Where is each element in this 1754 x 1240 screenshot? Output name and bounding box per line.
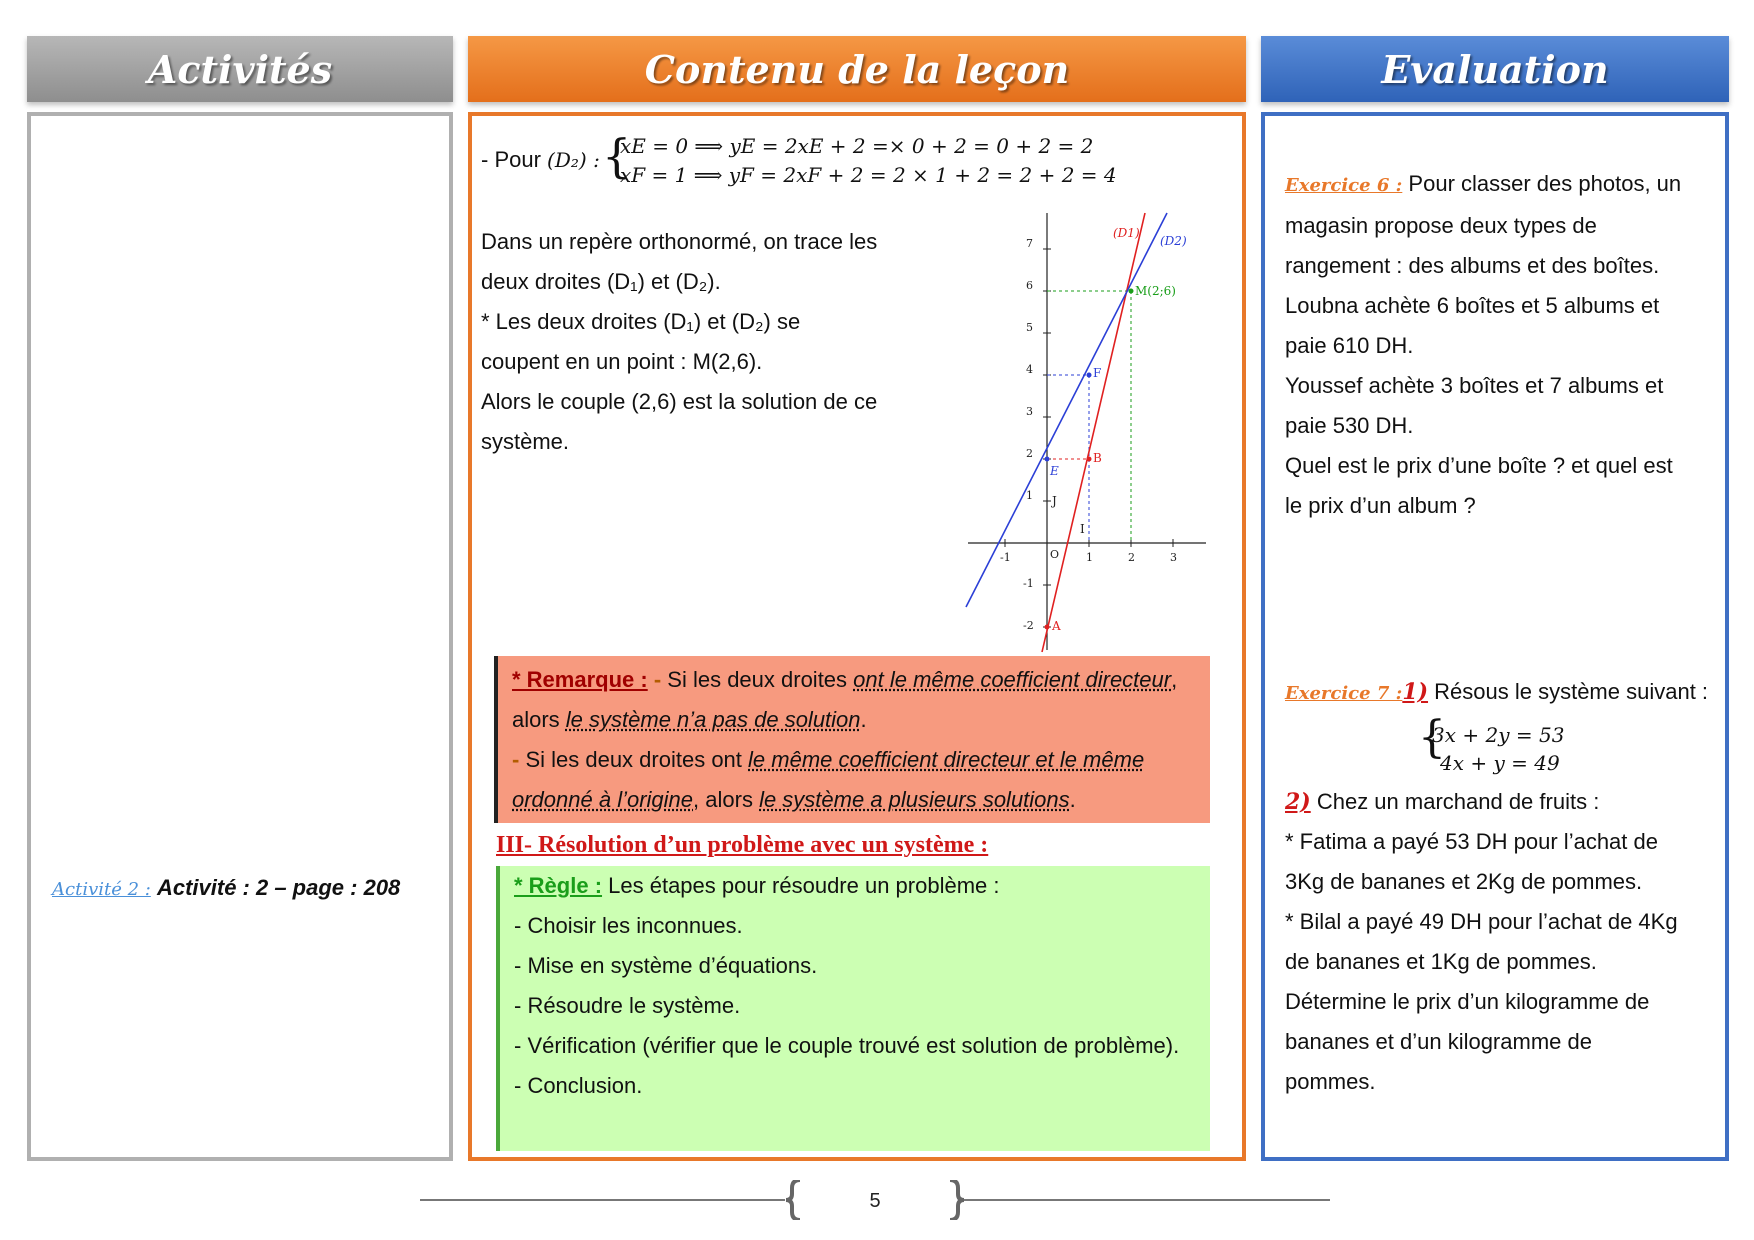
exercise-7-intro: Exercice 7 :1) Résous le système suivant : — [1285, 679, 1709, 705]
activity-label: Activité 2 : — [52, 879, 151, 900]
activities-header — [27, 36, 453, 102]
para-line: Alors le couple (2,6) est la solution de ce — [481, 389, 878, 414]
f-label: F — [1093, 366, 1102, 380]
activity-line — [52, 868, 400, 910]
page-footer — [0, 1180, 1754, 1220]
content-title: Contenu de la leçon — [644, 46, 1070, 92]
ex7-system — [1432, 721, 1564, 777]
d1-label: (D1) — [1113, 226, 1140, 240]
y-tick: 3 — [1026, 405, 1033, 418]
d2-system — [620, 132, 1117, 190]
y-tick: 2 — [1026, 447, 1033, 460]
a-label: A — [1052, 619, 1061, 633]
y-tick: 5 — [1026, 321, 1033, 334]
para-line: système. — [481, 429, 570, 454]
ex7-eq-2: 4x + y = 49 — [1440, 751, 1560, 775]
x-tick: 3 — [1170, 551, 1177, 564]
e-label: E — [1050, 464, 1059, 478]
content-header — [468, 36, 1246, 102]
line-d1 — [1042, 213, 1145, 652]
j-label: J — [1052, 494, 1057, 508]
b-label: B — [1093, 451, 1102, 465]
y-tick: 4 — [1026, 363, 1033, 376]
evaluation-title: Evaluation — [1381, 46, 1609, 92]
ex7-eq-1: 3x + 2y = 53 — [1432, 723, 1565, 747]
rule-step: - Mise en système d’équations. — [514, 953, 818, 978]
rule-step: - Résoudre le système. — [514, 993, 741, 1018]
lines-graph — [960, 205, 1210, 655]
rule-step: - Conclusion. — [514, 1073, 643, 1098]
rule-step: - Vérification (vérifier que le couple trouvé est solution de problème). — [514, 1033, 1180, 1058]
d2-brace: { — [602, 129, 632, 183]
y-tick: -1 — [1023, 577, 1034, 590]
y-tick: -2 — [1023, 619, 1034, 632]
d2-line-1: xE = 0 ⟹ yE = 2xE + 2 =× 0 + 2 = 0 + 2 = 2 — [620, 134, 1094, 158]
remark-title: * Remarque : — [512, 667, 648, 692]
rule-step: - Choisir les inconnues. — [514, 913, 743, 938]
exercise-7-part2: 2) Chez un marchand de fruits : * Fatima a payé 53 DH pour l’achat de 3Kg de bananes et 2Kg de pommes. * Bilal a payé 49 DH pour l’achat de 4Kg de bananes et 1Kg de pommes. Détermine le prix d’un kilogramme de bananes et d’un kilogramme de pommes. — [1285, 789, 1678, 1094]
d2-label: (D2) — [1160, 234, 1187, 248]
d2-prefix: - Pour (D₂) : — [481, 147, 600, 172]
i-label: I — [1080, 522, 1085, 536]
remark-box: * Remarque : - Si les deux droites ont le même coefficient directeur, alors le système n’a pas de solution. - Si les deux droites ont le même coefficient directeur et le même ordonné à l’origine, alors le système a plusieurs solutions. — [494, 656, 1210, 823]
activities-title: Activités — [147, 46, 333, 92]
para-line: Dans un repère orthonormé, on trace les — [481, 229, 878, 254]
exercise-6: Exercice 6 : Pour classer des photos, un magasin propose deux types de rangement : des albums et des boîtes. Loubna achète 6 boîtes et 5 albums et paie 610 DH. Youssef achète 3 boîtes et 7 albums et paie 530 DH. Quel est le prix d’une boîte ? et quel est le prix d’un album ? — [1285, 171, 1682, 518]
y-tick: 6 — [1026, 279, 1033, 292]
intersection-paragraph — [481, 222, 921, 462]
x-tick: 2 — [1128, 551, 1135, 564]
y-tick: 1 — [1026, 489, 1033, 502]
rule-title: * Règle : — [514, 873, 603, 898]
ex6-label: Exercice 6 : — [1285, 175, 1403, 196]
origin-label: O — [1050, 548, 1060, 561]
para-line: deux droites (D₁) et (D₂). — [481, 269, 721, 294]
rule-box: * Règle : Les étapes pour résoudre un problème : - Choisir les inconnues. - Mise en système d’équations. - Résoudre le système. - Vérification (vérifier que le couple trouvé est solution de problème). - Conclusion. — [496, 866, 1210, 1151]
m-label: M(2;6) — [1135, 284, 1176, 298]
activity-text: Activité : 2 – page : 208 — [156, 875, 401, 900]
y-tick: 7 — [1026, 237, 1033, 250]
page-number: 5 — [869, 1190, 881, 1212]
para-line: coupent en un point : M(2,6). — [481, 349, 763, 374]
x-tick: -1 — [1000, 551, 1011, 564]
activities-column — [27, 112, 453, 1161]
d2-line-2: xF = 1 ⟹ yF = 2xF + 2 = 2 × 1 + 2 = 2 + 2 = 4 — [620, 163, 1117, 187]
ex7-brace: { — [1418, 712, 1446, 763]
x-tick: 1 — [1086, 551, 1093, 564]
ex7-label: Exercice 7 : — [1285, 683, 1403, 704]
section-title: III- Résolution d’un problème avec un système : — [496, 832, 989, 858]
evaluation-header — [1261, 36, 1729, 102]
para-line: * Les deux droites (D₁) et (D₂) se — [481, 309, 801, 334]
